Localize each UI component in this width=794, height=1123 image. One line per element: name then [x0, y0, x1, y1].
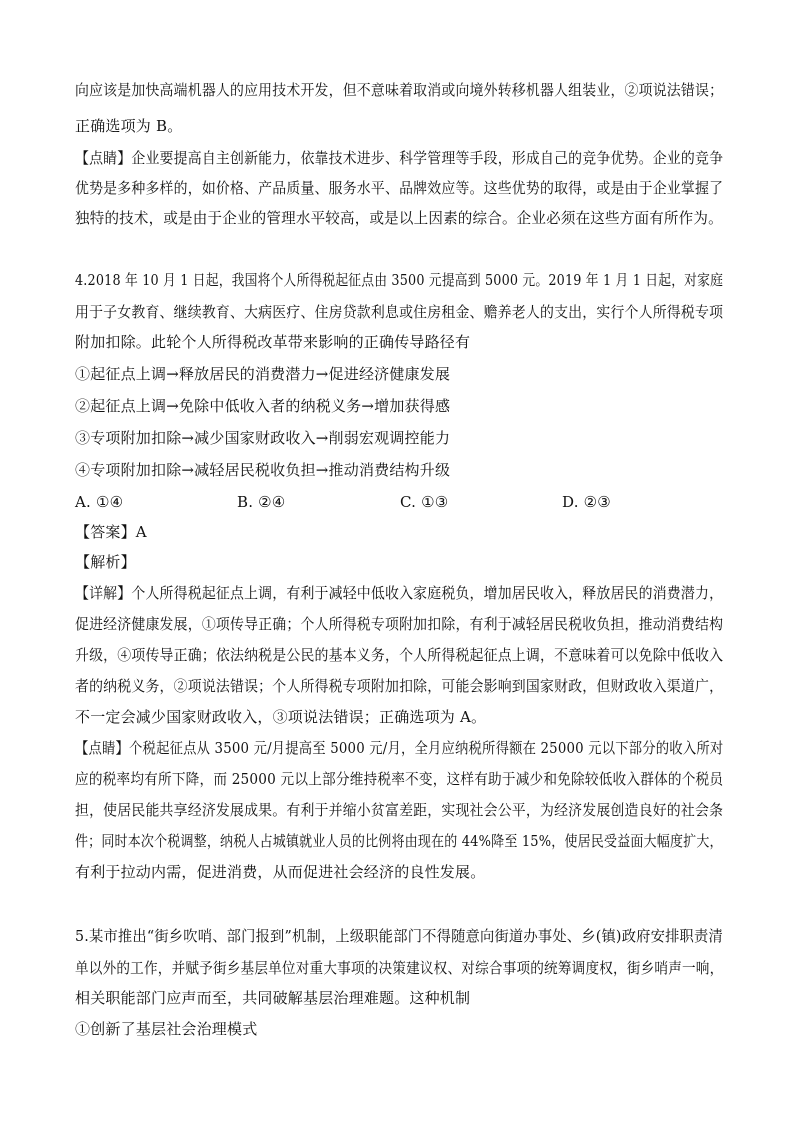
prev-answer-line-2: 正确选项为 B。	[75, 117, 183, 135]
q4-option-a: A. ①④	[75, 493, 124, 511]
prev-dianjing-line-3: 独特的技术，或是由于企业的管理水平较高，或是以上因素的综合。企业必须在这些方面有所作为。	[75, 209, 723, 227]
q4-dianjing-line-4: 件；同时本次个税调整，纳税人占城镇就业人员的比例将由现在的 44%降至 15%，使居民受益面大幅度扩大，	[75, 832, 723, 850]
q4-item-1: ①起征点上调→释放居民的消费潜力→促进经济健康发展	[75, 365, 451, 383]
q4-dianjing-line-5: 有利于拉动内需，促进消费，从而促进社会经济的良性发展。	[75, 863, 486, 881]
q4-stem-line-2: 用于子女教育、继续教育、大病医疗、住房贷款利息或住房租金、赡养老人的支出，实行个人所得税专项	[75, 303, 724, 321]
q4-detail-line-1: 【详解】个人所得税起征点上调，有利于减轻中低收入家庭税负，增加居民收入，释放居民的消费潜力，	[75, 584, 724, 602]
q4-detail-line-4: 者的纳税义务，②项说法错误；个人所得税专项附加扣除，可能会影响到国家财政，但财政收入渠道广，	[75, 677, 724, 695]
q4-answer: 【答案】A	[75, 523, 147, 541]
q5-stem-line-2: 单以外的工作，并赋予街乡基层单位对重大事项的决策建议权、对综合事项的统筹调度权，街乡哨声一响，	[75, 959, 724, 977]
q4-detail-line-5: 不一定会减少国家财政收入，③项说法错误；正确选项为 A。	[75, 708, 487, 726]
q5-stem-line-3: 相关职能部门应声而至，共同破解基层治理难题。这种机制	[75, 989, 471, 1007]
q4-dianjing-line-2: 应的税率均有所下降，而 25000 元以上部分维持税率不变，这样有助于减少和免除较低收入群体的个税员	[75, 770, 724, 788]
q4-dianjing-line-3: 担，使居民能共享经济发展成果。有利于并缩小贫富差距，实现社会公平，为经济发展创造良好的社会条	[75, 801, 724, 819]
q4-dianjing-line-1: 【点睛】个税起征点从 3500 元/月提高至 5000 元/月，全月应纳税所得额在 25000 元以下部分的收入所对	[75, 739, 724, 757]
q4-stem-line-3: 附加扣除。此轮个人所得税改革带来影响的正确传导路径有	[75, 333, 471, 351]
q4-detail-line-3: 升级，④项传导正确；依法纳税是公民的基本义务，个人所得税起征点上调，不意味着可以免除中低收入	[75, 646, 724, 664]
q5-item-1: ①创新了基层社会治理模式	[75, 1020, 258, 1038]
q4-option-b: B. ②④	[237, 493, 286, 511]
q4-options	[75, 492, 695, 512]
q4-analysis-title: 【解析】	[75, 553, 136, 571]
q4-option-c: C. ①③	[400, 493, 449, 511]
q4-item-2: ②起征点上调→免除中低收入者的纳税义务→增加获得感	[75, 397, 451, 415]
q4-option-d: D. ②③	[562, 493, 611, 511]
q4-item-3: ③专项附加扣除→减少国家财政收入→削弱宏观调控能力	[75, 429, 451, 447]
prev-dianjing-line-2: 优势是多种多样的，如价格、产品质量、服务水平、品牌效应等。这些优势的取得，或是由于企业掌握了	[75, 179, 724, 197]
q4-item-4: ④专项附加扣除→减轻居民税收负担→推动消费结构升级	[75, 461, 451, 479]
q5-stem-line-1: 5.某市推出“街乡吹哨、部门报到”机制，上级职能部门不得随意向街道办事处、乡(镇)政府安排职责清	[75, 927, 723, 945]
q4-stem-line-1: 4.2018 年 10 月 1 日起，我国将个人所得税起征点由 3500 元提高到 5000 元。2019 年 1 月 1 日起，对家庭	[75, 271, 724, 289]
q4-detail-line-2: 促进经济健康发展，①项传导正确；个人所得税专项附加扣除，有利于减轻居民税收负担，推动消费结构	[75, 615, 724, 633]
prev-answer-line-1: 向应该是加快高端机器人的应用技术开发，但不意味着取消或向境外转移机器人组装业，②项说法错误；	[75, 81, 724, 99]
prev-dianjing-line-1: 【点睛】企业要提高自主创新能力，依靠技术进步、科学管理等手段，形成自己的竞争优势。企业的竞争	[75, 149, 724, 167]
